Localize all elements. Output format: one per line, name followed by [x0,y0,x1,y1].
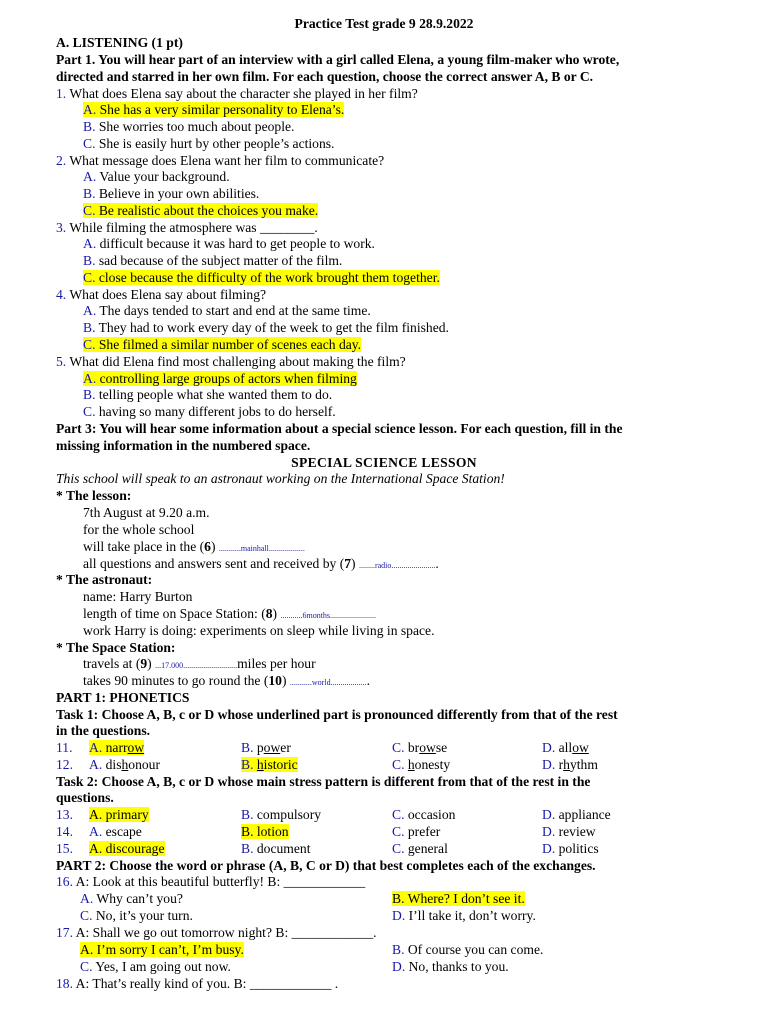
q15-option-d: D. politics [542,841,599,856]
q13-option-d: D. appliance [542,807,611,822]
q2-option-c: C. Be realistic about the choices you make. [83,203,319,218]
station-heading: * The Space Station: [56,640,176,655]
q13-option-b: B. compulsory [241,807,322,822]
q12-option-c: C. honesty [392,757,451,772]
question-18: 18. A: That’s really kind of you. B: ____________ . [56,976,339,991]
q13-option-c: C. occasion [392,807,456,822]
q15-option-b: B. document [241,841,311,856]
option-text: They had to work every day of the week to get the film finished. [95,320,449,335]
q16-option-c: C. No, it’s your turn. [80,908,193,923]
question-number: 5. [56,354,67,369]
lesson-heading: * The lesson: [56,488,132,503]
q16-option-b: B. Where? I don’t see it. [392,891,525,906]
astronaut-name: name: Harry Burton [83,589,193,604]
question-5 [56,354,406,371]
question-14: 14. [56,824,73,839]
answer-9: 17.000 [161,661,184,670]
q1-option-a: A. She has a very similar personality to Elena’s. [83,102,345,117]
q4-option-a: A. The days tended to start and end at the same time. [83,303,371,318]
lesson-date: 7th August at 9.20 a.m. [83,505,210,520]
answer-6: mainhall [240,544,269,553]
part3-instruction-line1: Part 3: You will hear some information about a special science lesson. For each question, fill in the [56,421,623,436]
question-text: What did Elena find most challenging about making the film? [66,354,406,369]
part2-instruction: PART 2: Choose the word or phrase (A, B, C or D) that best completes each of the exchanges. [56,858,596,873]
answer-10: world [311,678,331,687]
option-text: difficult because it was hard to get people to work. [96,236,375,251]
part1-instruction-line1: Part 1. You will hear part of an interview with a girl called Elena, a young film-maker who wrote, [56,52,620,67]
q17-option-d: D. No, thanks to you. [392,959,509,974]
q17-option-a: A. I’m sorry I can’t, I’m busy. [80,942,244,957]
page-title: Practice Test grade 9 28.9.2022 [294,16,474,31]
q11-option-a: A. narrow [89,740,145,755]
astronaut-duration: length of time on Space Station: (8) ...........6months....................... [83,606,377,621]
q15-option-c: C. general [392,841,448,856]
question-15: 15. [56,841,73,856]
question-2 [56,153,384,170]
q12-option-b: B. historic [241,757,298,772]
question-number: 3. [56,220,67,235]
option-text: Value your background. [96,169,230,184]
question-16: 16. A: Look at this beautiful butterfly! B: ____________ [56,874,366,889]
answer-7: radio [374,561,392,570]
part3-instruction-line2: missing information in the numbered space. [56,438,311,453]
q2-option-b: B. Believe in your own abilities. [83,186,260,201]
question-3 [56,220,318,237]
q3-option-a: A. difficult because it was hard to get people to work. [83,236,375,251]
option-text: Be realistic about the choices you make. [95,203,319,218]
q4-option-c: C. She filmed a similar number of scenes each day. [83,337,362,352]
q12-option-a: A. dishonour [89,757,160,772]
option-text: Believe in your own abilities. [95,186,260,201]
option-text: sad because of the subject matter of the film. [95,253,343,268]
lesson-audience: for the whole school [83,522,195,537]
q3-option-c: C. close because the difficulty of the work brought them together. [83,270,440,285]
option-text: She is easily hurt by other people’s actions. [95,136,335,151]
q5-option-b: B. telling people what she wanted them to do. [83,387,333,402]
q4-option-b: B. They had to work every day of the week to get the film finished. [83,320,449,335]
question-text: What does Elena say about the character she played in her film? [66,86,418,101]
q5-option-a: A. controlling large groups of actors when filming [83,371,357,386]
q14-option-d: D. review [542,824,596,839]
option-text: telling people what she wanted them to do. [95,387,333,402]
question-4 [56,287,266,304]
q11-option-c: C. browse [392,740,448,755]
answer-8: 6months [302,611,331,620]
question-number: 4. [56,287,67,302]
option-text: She filmed a similar number of scenes each day. [95,337,362,352]
lesson-title: SPECIAL SCIENCE LESSON [291,455,477,470]
question-1 [56,86,418,103]
q17-option-b: B. Of course you can come. [392,942,544,957]
question-13: 13. [56,807,73,822]
task1-instruction-line2: in the questions. [56,723,151,738]
q11-option-b: B. power [241,740,291,755]
q14-option-c: C. prefer [392,824,441,839]
q1-option-b: B. She worries too much about people. [83,119,295,134]
station-speed: travels at (9) ...17.000...........................miles per hour [83,656,316,671]
q3-option-b: B. sad because of the subject matter of the film. [83,253,343,268]
station-orbit: takes 90 minutes to go round the (10) ...........world................... [83,673,370,688]
q16-option-a: A. Why can’t you? [80,891,183,906]
q14-option-b: B. lotion [241,824,289,839]
option-text: having so many different jobs to do herself. [95,404,336,419]
option-text: close because the difficulty of the work brought them together. [95,270,440,285]
question-11: 11. [56,740,73,755]
question-number: 1. [56,86,67,101]
option-text: The days tended to start and end at the same time. [96,303,371,318]
question-text: What message does Elena want her film to communicate? [66,153,385,168]
astronaut-heading: * The astronaut: [56,572,153,587]
q15-option-a: A. discourage [89,841,165,856]
q17-option-c: C. Yes, I am going out now. [80,959,231,974]
question-text: What does Elena say about filming? [66,287,267,302]
question-text: While filming the atmosphere was ________. [66,220,318,235]
q2-option-a: A. Value your background. [83,169,230,184]
option-text: She worries too much about people. [95,119,295,134]
part1-instruction-line2: directed and starred in her own film. For each question, choose the correct answer A, B or C. [56,69,594,84]
q16-option-d: D. I’ll take it, don’t worry. [392,908,536,923]
q1-option-c: C. She is easily hurt by other people’s actions. [83,136,335,151]
q12-option-d: D. rhythm [542,757,598,772]
task2-instruction-line1: Task 2: Choose A, B, c or D whose main stress pattern is different from that of the rest in the [56,774,591,789]
phonetics-heading: PART 1: PHONETICS [56,690,190,705]
q11-option-d: D. allow [542,740,589,755]
option-text: controlling large groups of actors when filming [96,371,357,386]
option-text: She has a very similar personality to Elena’s. [99,102,345,117]
astronaut-work: work Harry is doing: experiments on sleep while living in space. [83,623,435,638]
section-listening-heading: A. LISTENING (1 pt) [56,35,183,50]
q14-option-a: A. escape [89,824,142,839]
lesson-place: will take place in the (6) ...........mainhall.................. [83,539,305,554]
question-12: 12. [56,757,73,772]
lesson-intro: This school will speak to an astronaut working on the International Space Station! [56,471,505,486]
q13-option-a: A. primary [89,807,149,822]
question-number: 2. [56,153,67,168]
task1-instruction-line1: Task 1: Choose A, B, c or D whose underlined part is pronounced differently from that of the rest [56,707,618,722]
q5-option-c: C. having so many different jobs to do herself. [83,404,336,419]
lesson-communication: all questions and answers sent and received by (7) ........radio....................... [83,556,439,571]
task2-instruction-line2: questions. [56,790,114,805]
question-17: 17. A: Shall we go out tomorrow night? B: ____________. [56,925,377,940]
